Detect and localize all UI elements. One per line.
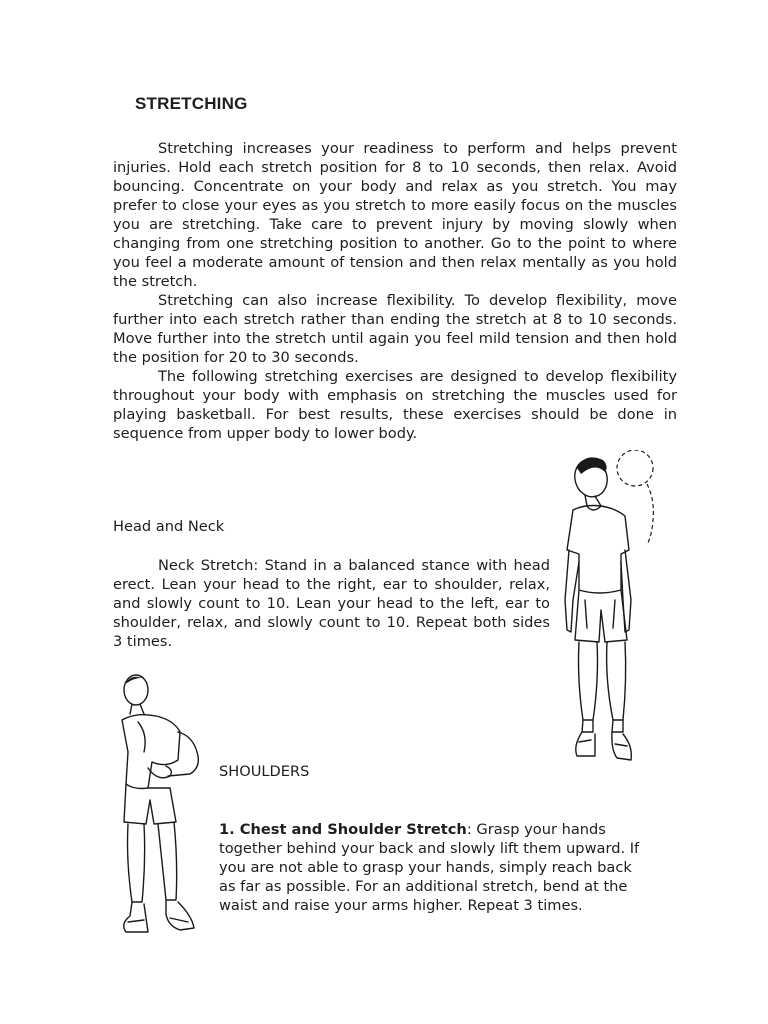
page-title: STRETCHING xyxy=(135,94,248,113)
intro-text xyxy=(113,139,677,443)
neck-stretch-text: Neck Stretch: Stand in a balanced stance with head erect. Lean your head to the right, ear to shoulder, relax, and slowly count to 10. Lean your head to the left, ear to shoulder, relax, and slowly count to 10. Repeat both sides 3 times. xyxy=(113,557,550,650)
neck-stretch-illustration xyxy=(555,450,665,770)
chest-shoulder-stretch-text xyxy=(219,820,649,915)
chest-shoulder-stretch-title: 1. Chest and Shoulder Stretch xyxy=(219,821,467,838)
intro-paragraph-2: Stretching can also increase flexibility. To develop flexibility, move further into each stretch rather than ending the stretch at 8 to 10 seconds. Move further into the stretch until again you feel mild tension and then hold the position for 20 to 30 seconds. xyxy=(113,292,677,366)
intro-paragraph-1: Stretching increases your readiness to perform and helps prevent injuries. Hold each stretch position for 8 to 10 seconds, then relax. Avoid bouncing. Concentrate on your body and relax as you stretch. You may prefer to close your eyes as you stretch to more easily focus on the muscles you are stretching. Take care to prevent injury by moving slowly when changing from one stretching position to another. Go to the point to where you feel a moderate amount of tension and then relax mentally as you hold the stretch. xyxy=(113,140,677,290)
head-neck-heading: Head and Neck xyxy=(113,518,225,535)
chest-shoulder-stretch-illustration xyxy=(108,672,208,942)
chest-shoulder-stretch-description: : Grasp your hands together behind your back and slowly lift them upward. If you are not able to grasp your hands, simply reach back as far as possible. For an additional stretch, bend at the waist and raise your arms higher. Repeat 3 times. xyxy=(219,821,640,914)
shoulders-heading: SHOULDERS xyxy=(219,763,310,780)
intro-paragraph-3: The following stretching exercises are designed to develop flexibility throughout your body with emphasis on stretching the muscles used for playing basketball. For best results, these exercises should be done in sequence from upper body to lower body. xyxy=(113,368,677,442)
